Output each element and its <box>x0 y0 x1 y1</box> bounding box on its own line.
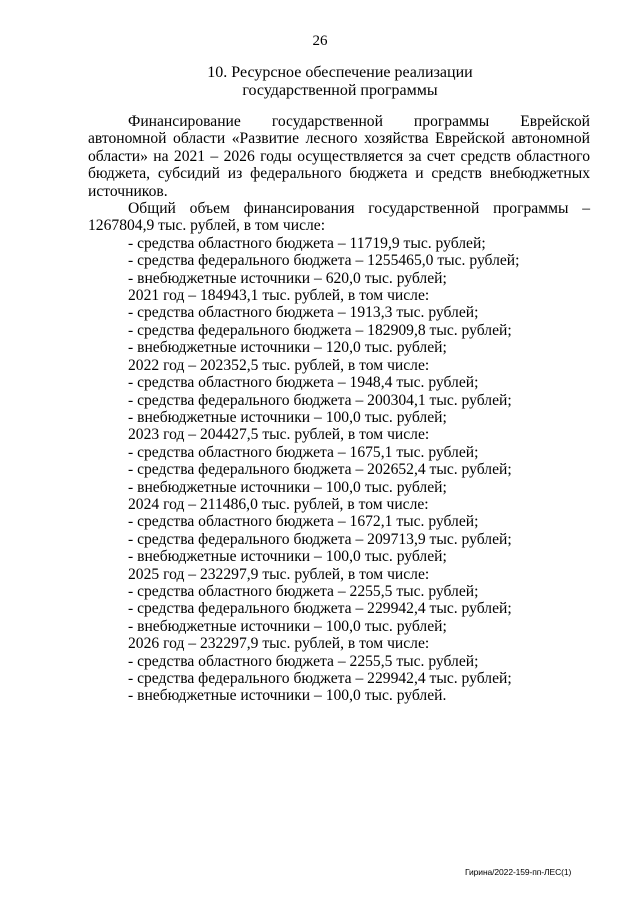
funding-source-line: - средства федерального бюджета – 229942,4 тыс. рублей; <box>128 600 512 618</box>
funding-source-line: - внебюджетные источники – 100,0 тыс. рублей; <box>128 478 447 496</box>
total-volume-amount: 1267804,9 тыс. рублей, в том числе: <box>88 217 326 235</box>
funding-source-line: - внебюджетные источники – 100,0 тыс. рублей; <box>128 408 447 426</box>
funding-source-line: - средства федерального бюджета – 202652,4 тыс. рублей; <box>128 461 512 479</box>
year-total-line: 2022 год – 202352,5 тыс. рублей, в том числе: <box>128 356 430 374</box>
funding-source-line: - средства федерального бюджета – 1255465,0 тыс. рублей; <box>128 252 520 270</box>
year-total-line: 2021 год – 184943,1 тыс. рублей, в том числе: <box>128 287 430 305</box>
funding-breakdown-list <box>88 235 590 705</box>
document-code: Гирина/2022-159-пп-ЛЕС(1) <box>465 867 572 877</box>
financing-paragraph: Финансирование государственной программы Еврейской автономной области «Развитие лесного хозяйства Еврейской автономной области» на 2021 – 2026 годы осуществляется за счет средств областного бюджета, субсидий из федерального бюджета и средств внебюджетных источников. <box>88 113 590 200</box>
funding-source-line: - внебюджетные источники – 620,0 тыс. рублей; <box>128 269 447 287</box>
page-number: 26 <box>312 33 328 49</box>
funding-source-line: - средства областного бюджета – 1913,3 тыс. рублей; <box>128 304 479 322</box>
funding-source-line: - средства федерального бюджета – 209713,9 тыс. рублей; <box>128 530 512 548</box>
funding-source-line: - средства областного бюджета – 11719,9 тыс. рублей; <box>128 234 486 252</box>
funding-source-line: - внебюджетные источники – 100,0 тыс. рублей; <box>128 548 447 566</box>
funding-source-line: - средства областного бюджета – 1948,4 тыс. рублей; <box>128 374 479 392</box>
year-total-line: 2026 год – 232297,9 тыс. рублей, в том числе: <box>128 635 430 653</box>
funding-source-line: - внебюджетные источники – 120,0 тыс. рублей; <box>128 339 447 357</box>
total-volume-line: Общий объем финансирования государственной программы – <box>128 200 590 218</box>
funding-source-line: - средства областного бюджета – 1672,1 тыс. рублей; <box>128 513 479 531</box>
section-title-line: 10. Ресурсное обеспечение реализации <box>207 64 473 81</box>
funding-source-line: - средства областного бюджета – 1675,1 тыс. рублей; <box>128 443 479 461</box>
funding-source-line: - средства федерального бюджета – 182909,8 тыс. рублей; <box>128 321 512 339</box>
funding-source-line: - средства федерального бюджета – 200304,1 тыс. рублей; <box>128 391 512 409</box>
section-title-line: государственной программы <box>242 81 438 99</box>
year-total-line: 2025 год – 232297,9 тыс. рублей, в том числе: <box>128 565 430 583</box>
funding-source-line: - средства областного бюджета – 2255,5 тыс. рублей; <box>128 652 479 670</box>
document-body <box>88 113 590 705</box>
funding-source-line: - средства областного бюджета – 2255,5 тыс. рублей; <box>128 582 479 600</box>
year-total-line: 2024 год – 211486,0 тыс. рублей, в том числе: <box>128 495 429 513</box>
funding-source-line: - внебюджетные источники – 100,0 тыс. рублей. <box>128 687 447 705</box>
year-total-line: 2023 год – 204427,5 тыс. рублей, в том числе: <box>128 426 430 444</box>
funding-source-line: - средства федерального бюджета – 229942,4 тыс. рублей; <box>128 670 512 687</box>
section-title <box>150 64 530 99</box>
funding-source-line: - внебюджетные источники – 100,0 тыс. рублей; <box>128 617 447 635</box>
